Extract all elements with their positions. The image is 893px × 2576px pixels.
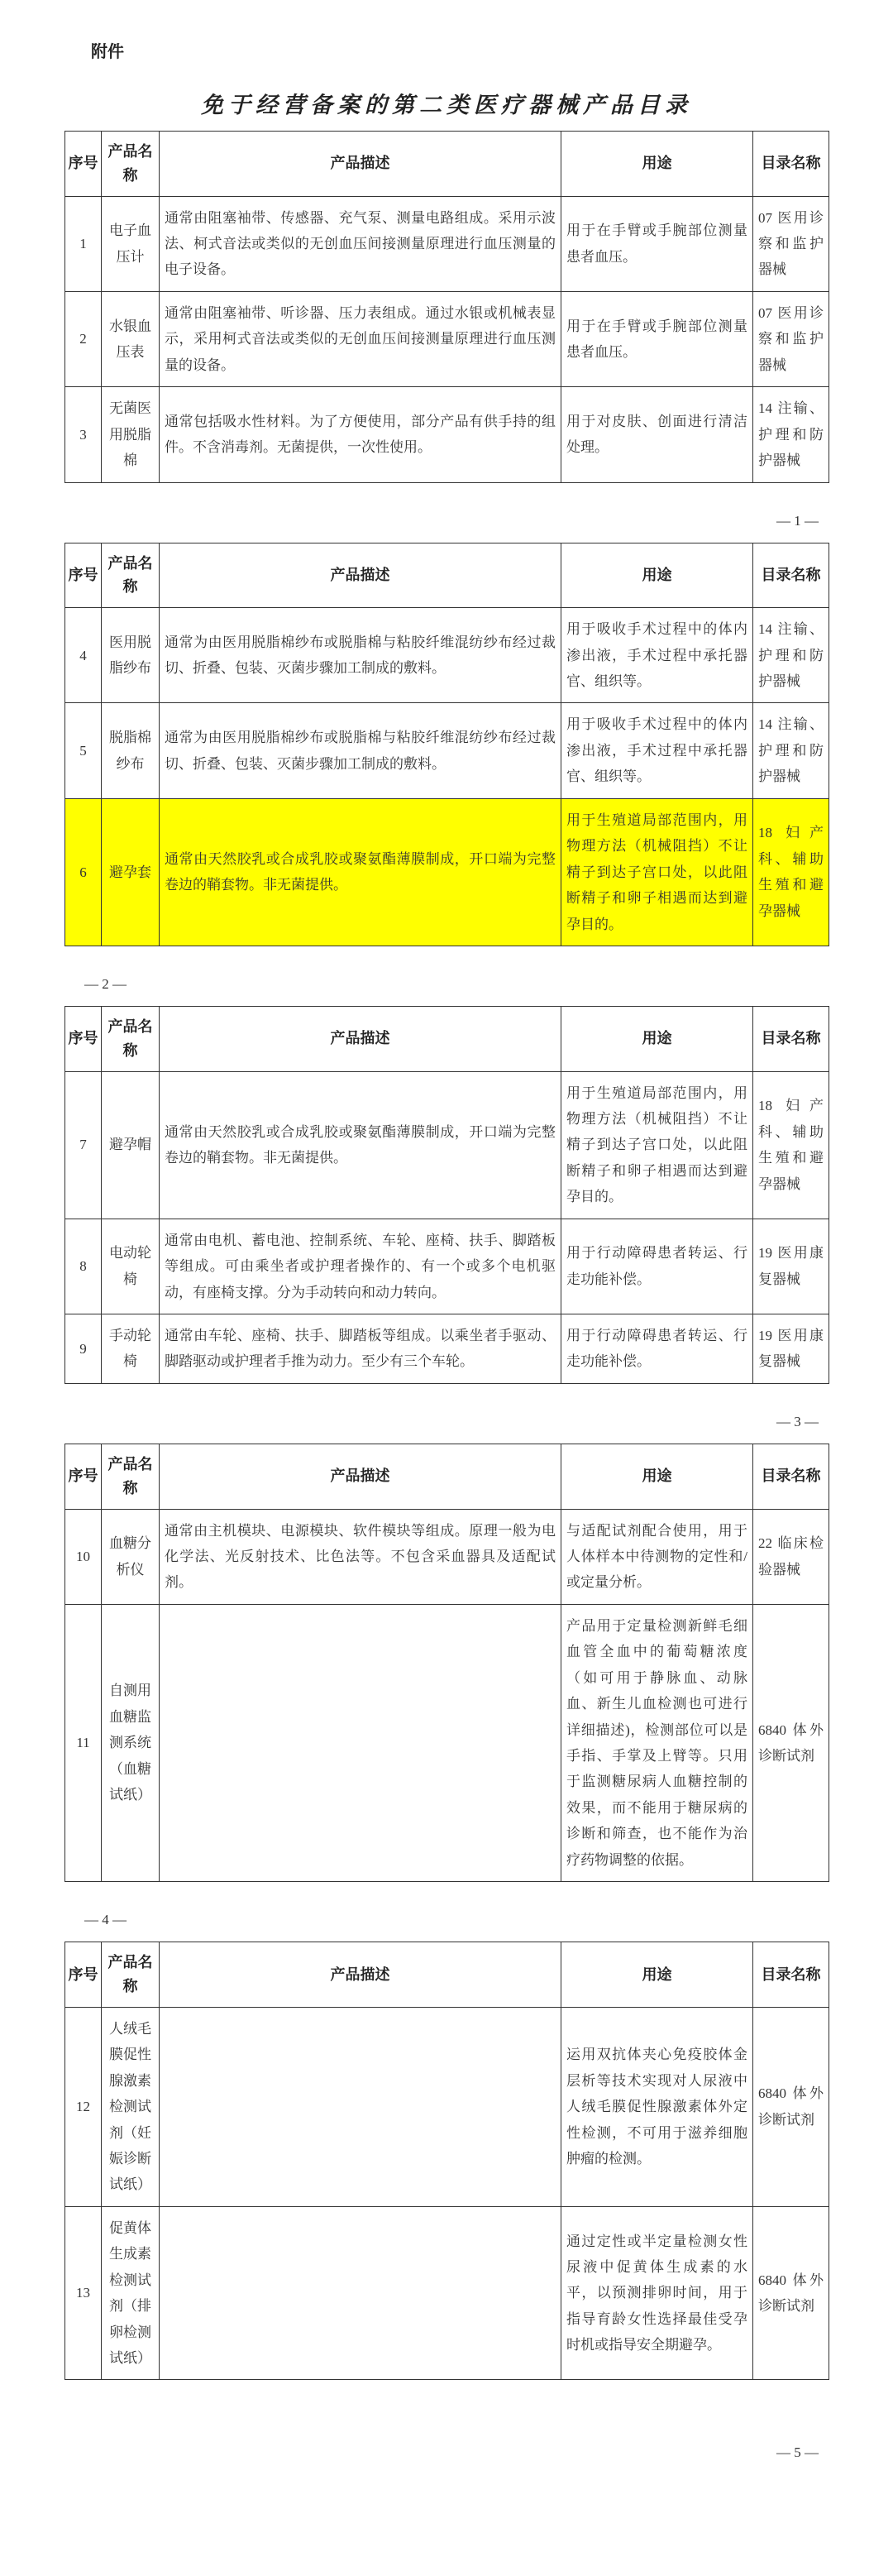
header-cell-description: 产品描述 (160, 1942, 561, 2008)
usage-cell: 用于吸收手术过程中的体内渗出液，手术过程中承托器官、组织等。 (561, 703, 753, 798)
catalog-cell: 07 医用诊察和监护器械 (753, 291, 829, 386)
header-cell-usage: 用途 (561, 1942, 753, 2008)
header-cell-description: 产品描述 (160, 1006, 561, 1071)
catalog-cell: 14 注输、护理和防护器械 (753, 703, 829, 798)
table-row (65, 291, 829, 386)
table-row (65, 387, 829, 482)
table-row (65, 703, 829, 798)
no-cell: 5 (65, 703, 102, 798)
no-cell: 11 (65, 1604, 102, 1881)
table-row (65, 2007, 829, 2206)
header-cell-name: 产品名称 (102, 1006, 160, 1071)
catalog-cell: 18 妇产科、辅助生殖和避孕器械 (753, 1071, 829, 1219)
description-cell: 通常为由医用脱脂棉纱布或脱脂棉与粘胶纤维混纺纱布经过裁切、折叠、包装、灭菌步骤加工制成的敷料。 (160, 703, 561, 798)
usage-cell: 用于生殖道局部范围内，用物理方法（机械阻挡）不让精子到达子宫口处，以此阻断精子和卵子相遇而达到避孕目的。 (561, 1071, 753, 1219)
description-cell (160, 2007, 561, 2206)
no-cell: 7 (65, 1071, 102, 1219)
description-cell: 通常由天然胶乳或合成乳胶或聚氨酯薄膜制成，开口端为完整卷边的鞘套物。非无菌提供。 (160, 798, 561, 946)
page-number: — 4 — (84, 1912, 127, 1928)
header-cell-usage: 用途 (561, 1444, 753, 1509)
catalog-table (64, 543, 829, 946)
table-row (65, 608, 829, 703)
header-cell-catalog: 目录名称 (753, 543, 829, 608)
header-cell-no: 序号 (65, 543, 102, 608)
product-name-cell: 脱脂棉纱布 (102, 703, 160, 798)
no-cell: 6 (65, 798, 102, 946)
catalog-table (64, 1444, 829, 1882)
catalog-cell: 18 妇产科、辅助生殖和避孕器械 (753, 798, 829, 946)
no-cell: 3 (65, 387, 102, 482)
header-cell-catalog: 目录名称 (753, 1006, 829, 1071)
page-number: — 5 — (776, 2444, 819, 2461)
no-cell: 1 (65, 196, 102, 291)
table-row (65, 1071, 829, 1219)
header-cell-usage: 用途 (561, 1006, 753, 1071)
table-row (65, 1604, 829, 1881)
table-header-row (65, 1942, 829, 2008)
description-cell: 通常由阻塞袖带、听诊器、压力表组成。通过水银或机械表显示，采用柯式音法或类似的无创血压间接测量原理进行血压测量的设备。 (160, 291, 561, 386)
catalog-table (64, 131, 829, 483)
product-name-cell: 无菌医用脱脂棉 (102, 387, 160, 482)
product-name-cell: 手动轮椅 (102, 1314, 160, 1384)
header-cell-no: 序号 (65, 132, 102, 197)
header-cell-no: 序号 (65, 1006, 102, 1071)
product-name-cell: 医用脱脂纱布 (102, 608, 160, 703)
page-number: — 1 — (776, 512, 819, 529)
product-name-cell: 避孕帽 (102, 1071, 160, 1219)
header-cell-catalog: 目录名称 (753, 1942, 829, 2008)
description-cell: 通常由阻塞袖带、传感器、充气泵、测量电路组成。采用示波法、柯式音法或类似的无创血压间接测量原理进行血压测量的电子设备。 (160, 196, 561, 291)
product-name-cell: 电子血压计 (102, 196, 160, 291)
usage-cell: 用于吸收手术过程中的体内渗出液，手术过程中承托器官、组织等。 (561, 608, 753, 703)
header-cell-name: 产品名称 (102, 1444, 160, 1509)
attachment-label: 附件 (91, 43, 124, 61)
usage-cell: 用于生殖道局部范围内，用物理方法（机械阻挡）不让精子到达子宫口处，以此阻断精子和卵子相遇而达到避孕目的。 (561, 798, 753, 946)
header-cell-no: 序号 (65, 1444, 102, 1509)
page-number: — 2 — (84, 975, 127, 992)
table-sections (64, 131, 829, 2461)
table-header-row (65, 1444, 829, 1509)
table-header-row (65, 543, 829, 608)
no-cell: 4 (65, 608, 102, 703)
usage-cell: 与适配试剂配合使用，用于人体样本中待测物的定性和/或定量分析。 (561, 1509, 753, 1604)
description-cell: 通常由电机、蓄电池、控制系统、车轮、座椅、扶手、脚踏板等组成。可由乘坐者或护理者操作的、有一个或多个电机驱动，有座椅支撑。分为手动转向和动力转向。 (160, 1219, 561, 1314)
header-cell-name: 产品名称 (102, 1942, 160, 2008)
catalog-table (64, 1942, 829, 2380)
product-name-cell: 自测用血糖监测系统（血糖试纸） (102, 1604, 160, 1881)
table-header-row (65, 1006, 829, 1071)
header-cell-description: 产品描述 (160, 543, 561, 608)
header-cell-name: 产品名称 (102, 543, 160, 608)
description-cell (160, 1604, 561, 1881)
table-header-row (65, 132, 829, 197)
no-cell: 8 (65, 1219, 102, 1314)
catalog-cell: 14 注输、护理和防护器械 (753, 608, 829, 703)
usage-cell: 用于行动障碍患者转运、行走功能补偿。 (561, 1314, 753, 1384)
product-name-cell: 人绒毛膜促性腺激素检测试剂（妊娠诊断试纸） (102, 2007, 160, 2206)
catalog-cell: 6840 体外诊断试剂 (753, 2007, 829, 2206)
header-cell-description: 产品描述 (160, 1444, 561, 1509)
usage-cell: 用于在手臂或手腕部位测量患者血压。 (561, 291, 753, 386)
catalog-cell: 22 临床检验器械 (753, 1509, 829, 1604)
description-cell: 通常为由医用脱脂棉纱布或脱脂棉与粘胶纤维混纺纱布经过裁切、折叠、包装、灭菌步骤加工制成的敷料。 (160, 608, 561, 703)
product-name-cell: 血糖分析仪 (102, 1509, 160, 1604)
header-cell-name: 产品名称 (102, 132, 160, 197)
usage-cell: 用于在手臂或手腕部位测量患者血压。 (561, 196, 753, 291)
table-row (65, 1509, 829, 1604)
catalog-cell: 07 医用诊察和监护器械 (753, 196, 829, 291)
no-cell: 13 (65, 2206, 102, 2380)
table-row (65, 798, 829, 946)
usage-cell: 产品用于定量检测新鲜毛细血管全血中的葡萄糖浓度（如可用于静脉血、动脉血、新生儿血检测也可进行详细描述)，检测部位可以是手指、手掌及上臂等。只用于监测糖尿病人血糖控制的效果，而不能用于糖尿病的诊断和筛查，也不能作为治疗药物调整的依据。 (561, 1604, 753, 1881)
catalog-cell: 19 医用康复器械 (753, 1314, 829, 1384)
description-cell: 通常包括吸水性材料。为了方便使用，部分产品有供手持的组件。不含消毒剂。无菌提供，一次性使用。 (160, 387, 561, 482)
header-cell-no: 序号 (65, 1942, 102, 2008)
document-title: 免于经营备案的第二类医疗器械产品目录 (201, 93, 692, 117)
catalog-cell: 6840 体外诊断试剂 (753, 2206, 829, 2380)
description-cell (160, 2206, 561, 2380)
page-number: — 3 — (776, 1413, 819, 1429)
header-cell-description: 产品描述 (160, 132, 561, 197)
table-row (65, 1314, 829, 1384)
description-cell: 通常由车轮、座椅、扶手、脚踏板等组成。以乘坐者手驱动、脚踏驱动或护理者手推为动力。至少有三个车轮。 (160, 1314, 561, 1384)
header-cell-usage: 用途 (561, 132, 753, 197)
usage-cell: 运用双抗体夹心免疫胶体金层析等技术实现对人尿液中人绒毛膜促性腺激素体外定性检测，不可用于滋养细胞肿瘤的检测。 (561, 2007, 753, 2206)
header-cell-catalog: 目录名称 (753, 132, 829, 197)
table-row (65, 2206, 829, 2380)
no-cell: 10 (65, 1509, 102, 1604)
catalog-cell: 19 医用康复器械 (753, 1219, 829, 1314)
product-name-cell: 避孕套 (102, 798, 160, 946)
no-cell: 9 (65, 1314, 102, 1384)
table-row (65, 196, 829, 291)
description-cell: 通常由天然胶乳或合成乳胶或聚氨酯薄膜制成，开口端为完整卷边的鞘套物。非无菌提供。 (160, 1071, 561, 1219)
product-name-cell: 水银血压表 (102, 291, 160, 386)
header-cell-catalog: 目录名称 (753, 1444, 829, 1509)
usage-cell: 通过定性或半定量检测女性尿液中促黄体生成素的水平，以预测排卵时间，用于指导育龄女性选择最佳受孕时机或指导安全期避孕。 (561, 2206, 753, 2380)
no-cell: 12 (65, 2007, 102, 2206)
usage-cell: 用于行动障碍患者转运、行走功能补偿。 (561, 1219, 753, 1314)
table-row (65, 1219, 829, 1314)
description-cell: 通常由主机模块、电源模块、软件模块等组成。原理一般为电化学法、光反射技术、比色法等。不包含采血器具及适配试剂。 (160, 1509, 561, 1604)
usage-cell: 用于对皮肤、创面进行清洁处理。 (561, 387, 753, 482)
catalog-cell: 6840 体外诊断试剂 (753, 1604, 829, 1881)
catalog-cell: 14 注输、护理和防护器械 (753, 387, 829, 482)
header-cell-usage: 用途 (561, 543, 753, 608)
catalog-table (64, 1006, 829, 1384)
product-name-cell: 促黄体生成素检测试剂（排卵检测试纸） (102, 2206, 160, 2380)
no-cell: 2 (65, 291, 102, 386)
product-name-cell: 电动轮椅 (102, 1219, 160, 1314)
